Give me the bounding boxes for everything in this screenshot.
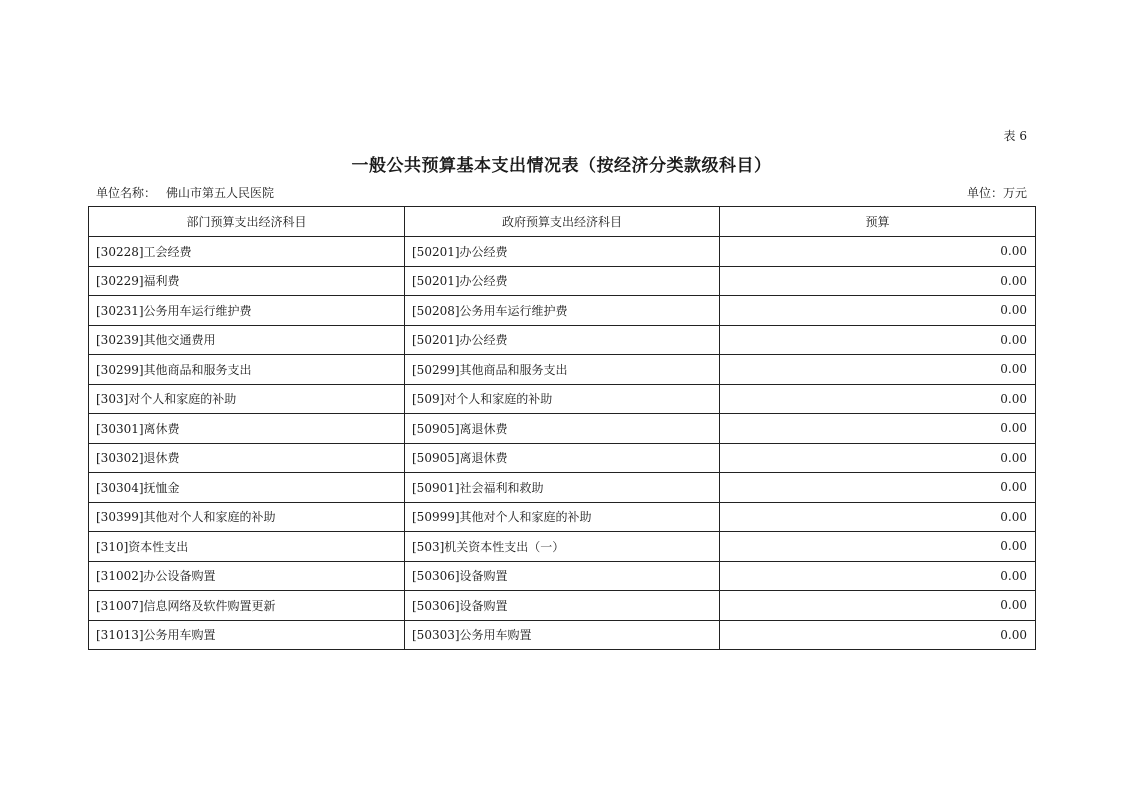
government-subject-cell: [50999]其他对个人和家庭的补助: [405, 502, 720, 532]
budget-amount-cell: 0.00: [720, 561, 1036, 591]
table-row: [89, 561, 1036, 591]
budget-amount-cell: 0.00: [720, 325, 1036, 355]
government-subject-cell: [50905]离退休费: [405, 443, 720, 473]
unit-name: 佛山市第五人民医院: [166, 186, 275, 200]
budget-amount-cell: 0.00: [720, 620, 1036, 650]
government-subject-cell: [503]机关资本性支出（一）: [405, 532, 720, 562]
column-header-department-subject: 部门预算支出经济科目: [89, 207, 405, 237]
currency-unit: 单位：万元: [966, 186, 1027, 200]
budget-amount-cell: 0.00: [720, 443, 1036, 473]
budget-amount-cell: 0.00: [720, 502, 1036, 532]
department-subject-cell: [30239]其他交通费用: [89, 325, 405, 355]
department-subject-cell: [31007]信息网络及软件购置更新: [89, 591, 405, 621]
table-row: [89, 355, 1036, 385]
table-row: [89, 384, 1036, 414]
column-header-budget: 预算: [720, 207, 1036, 237]
government-subject-cell: [50306]设备购置: [405, 561, 720, 591]
budget-amount-cell: 0.00: [720, 532, 1036, 562]
department-subject-cell: [30299]其他商品和服务支出: [89, 355, 405, 385]
column-header-government-subject: 政府预算支出经济科目: [405, 207, 720, 237]
budget-amount-cell: 0.00: [720, 384, 1036, 414]
table-row: [89, 237, 1036, 267]
table-header-row: [89, 207, 1036, 237]
table-row: [89, 591, 1036, 621]
table-number: 表 6: [1003, 129, 1027, 143]
government-subject-cell: [50303]公务用车购置: [405, 620, 720, 650]
budget-amount-cell: 0.00: [720, 414, 1036, 444]
department-subject-cell: [30399]其他对个人和家庭的补助: [89, 502, 405, 532]
table-row: [89, 620, 1036, 650]
budget-amount-cell: 0.00: [720, 266, 1036, 296]
department-subject-cell: [30231]公务用车运行维护费: [89, 296, 405, 326]
department-subject-cell: [31002]办公设备购置: [89, 561, 405, 591]
budget-amount-cell: 0.00: [720, 473, 1036, 503]
table-row: [89, 325, 1036, 355]
department-subject-cell: [30228]工会经费: [89, 237, 405, 267]
department-subject-cell: [31013]公务用车购置: [89, 620, 405, 650]
budget-amount-cell: 0.00: [720, 591, 1036, 621]
department-subject-cell: [310]资本性支出: [89, 532, 405, 562]
government-subject-cell: [50201]办公经费: [405, 325, 720, 355]
government-subject-cell: [50208]公务用车运行维护费: [405, 296, 720, 326]
unit-name-label: 单位名称：: [96, 186, 157, 200]
department-subject-cell: [30304]抚恤金: [89, 473, 405, 503]
department-subject-cell: [303]对个人和家庭的补助: [89, 384, 405, 414]
table-row: [89, 443, 1036, 473]
table-row: [89, 473, 1036, 503]
government-subject-cell: [50905]离退休费: [405, 414, 720, 444]
budget-amount-cell: 0.00: [720, 355, 1036, 385]
government-subject-cell: [50299]其他商品和服务支出: [405, 355, 720, 385]
table-row: [89, 532, 1036, 562]
table-row: [89, 296, 1036, 326]
budget-amount-cell: 0.00: [720, 296, 1036, 326]
unit-name-line: [96, 184, 274, 201]
government-subject-cell: [509]对个人和家庭的补助: [405, 384, 720, 414]
government-subject-cell: [50901]社会福利和救助: [405, 473, 720, 503]
table-row: [89, 502, 1036, 532]
government-subject-cell: [50201]办公经费: [405, 237, 720, 267]
government-subject-cell: [50306]设备购置: [405, 591, 720, 621]
government-subject-cell: [50201]办公经费: [405, 266, 720, 296]
department-subject-cell: [30302]退休费: [89, 443, 405, 473]
table-row: [89, 414, 1036, 444]
budget-table: [88, 206, 1036, 650]
budget-amount-cell: 0.00: [720, 237, 1036, 267]
page-title: 一般公共预算基本支出情况表（按经济分类款级科目）: [351, 156, 772, 176]
department-subject-cell: [30301]离休费: [89, 414, 405, 444]
table-row: [89, 266, 1036, 296]
department-subject-cell: [30229]福利费: [89, 266, 405, 296]
